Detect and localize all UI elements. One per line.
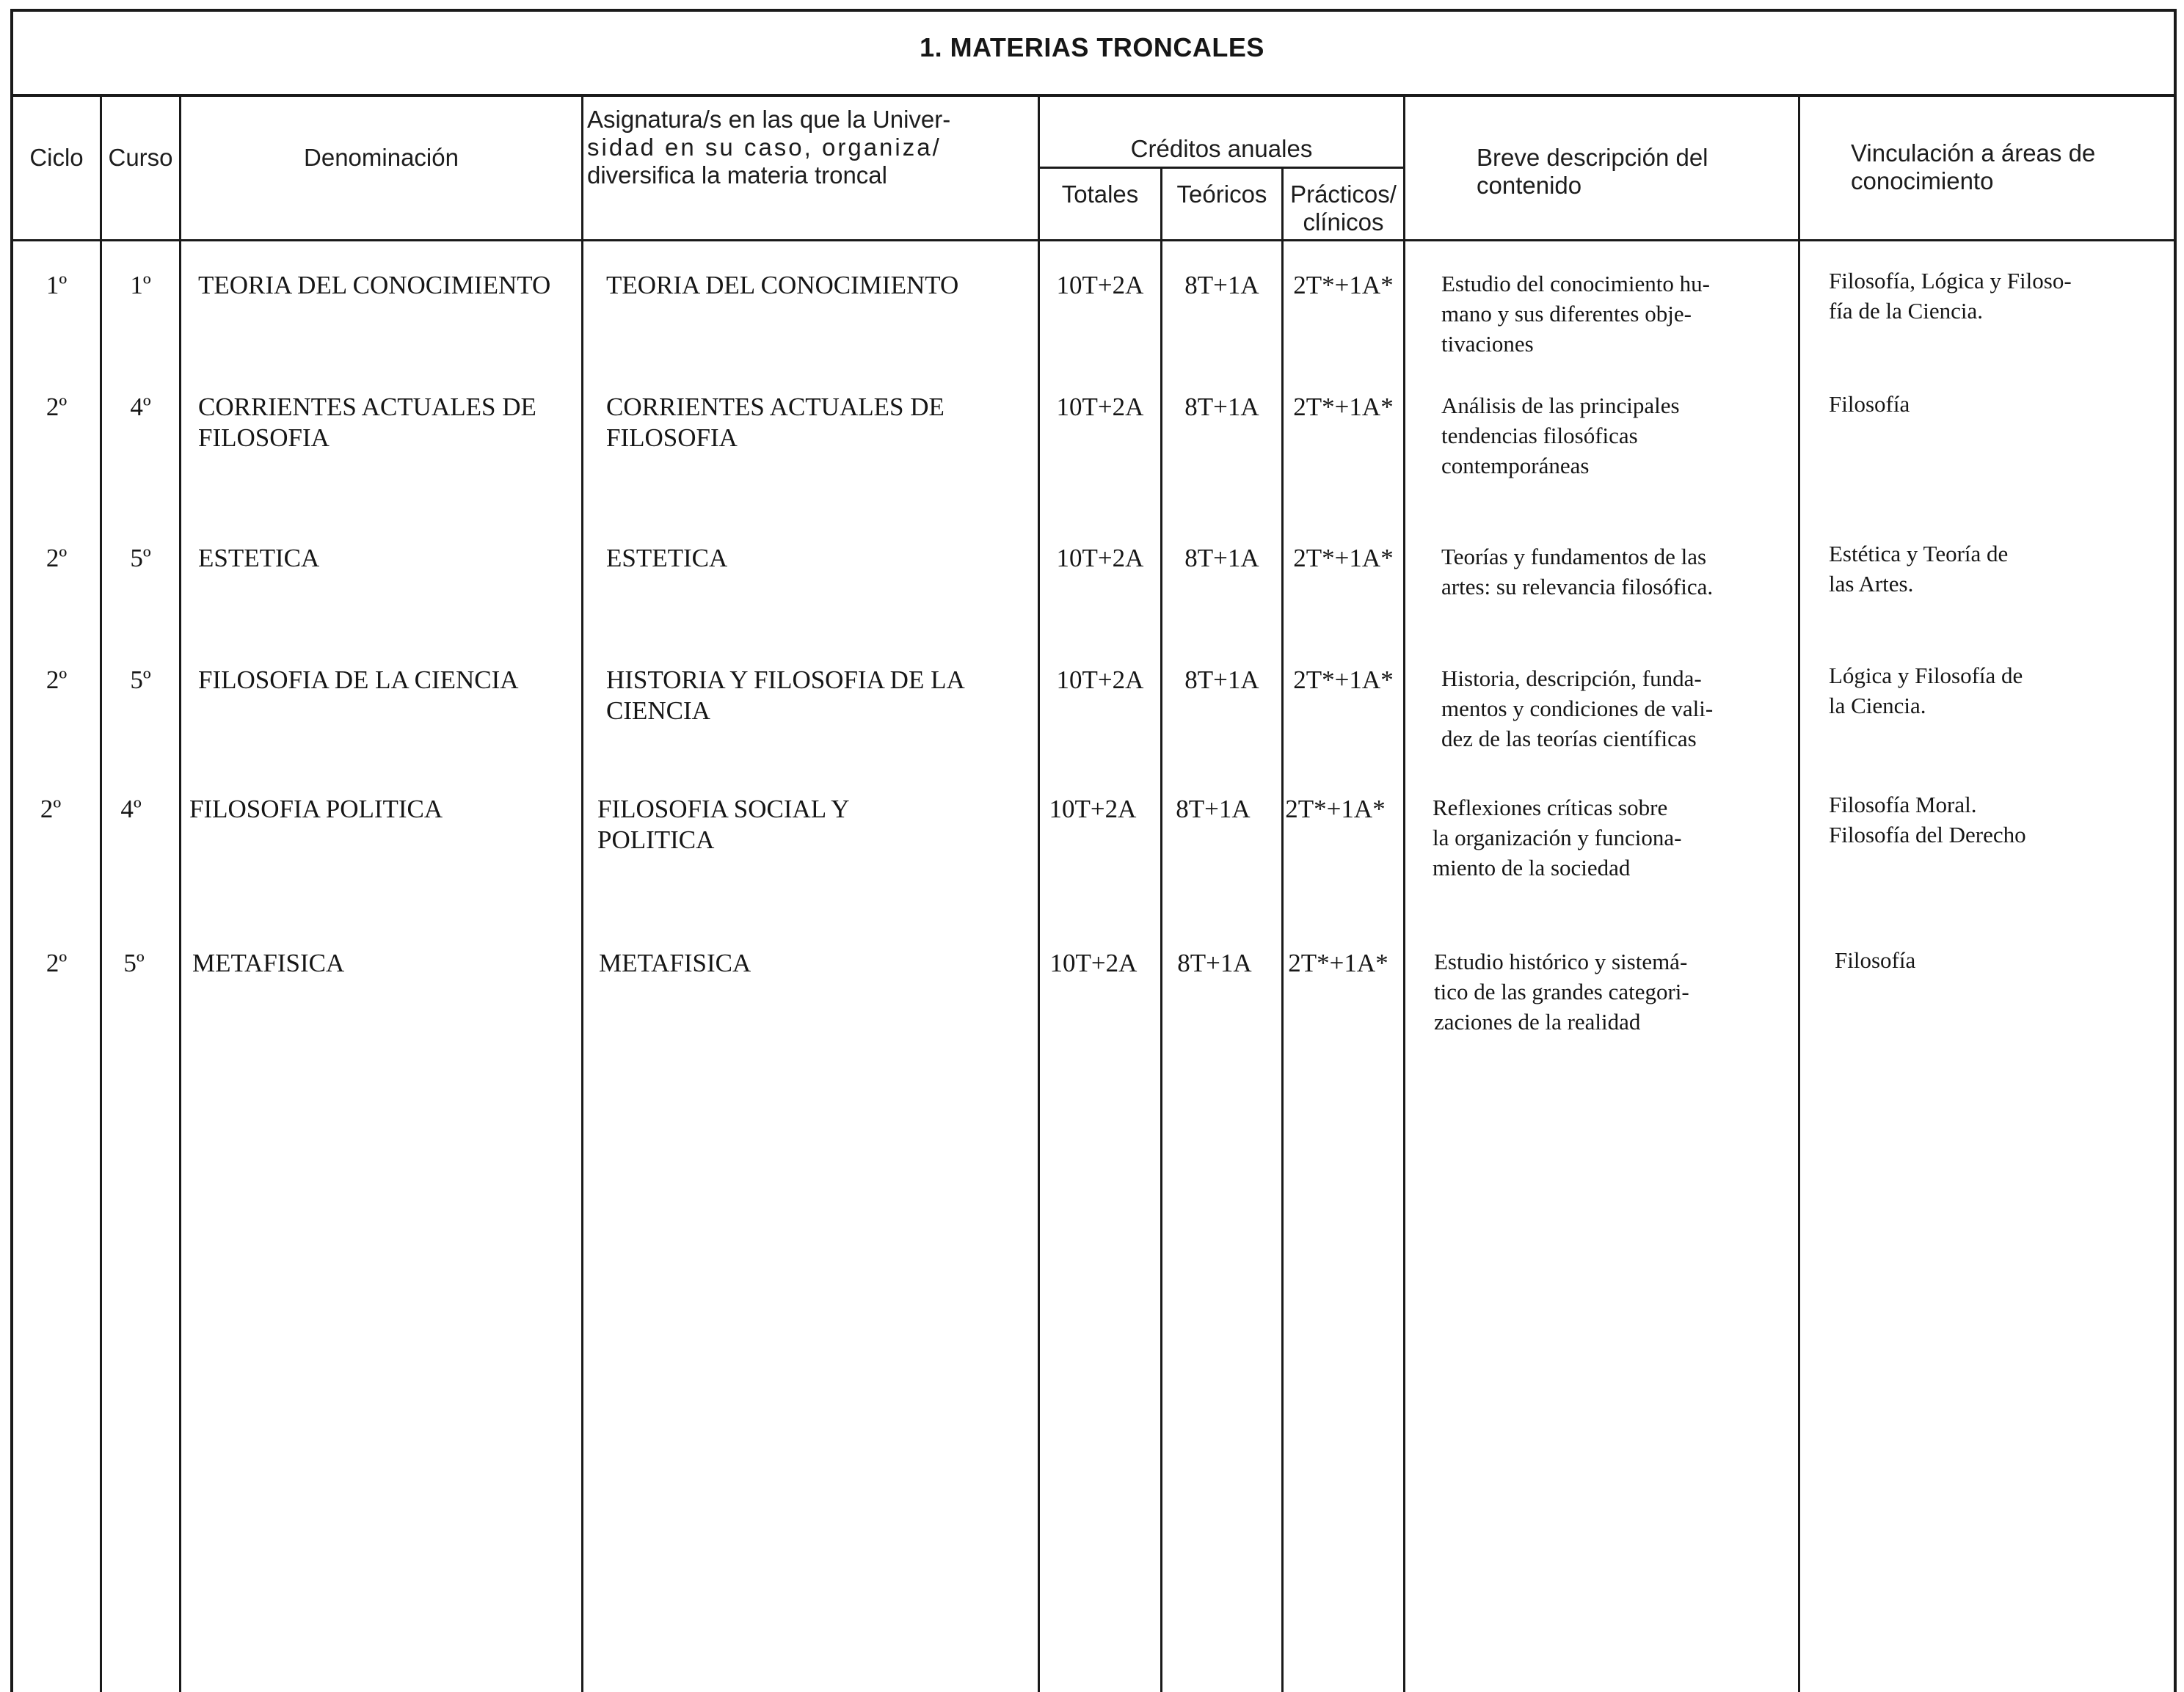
- cell-curso: 4º: [120, 795, 142, 823]
- cell-line: CORRIENTES ACTUALES DE: [606, 393, 944, 421]
- header-vinculacion: [1851, 139, 2166, 195]
- cell-line: tivaciones: [1441, 331, 1534, 357]
- cell-line: TEORIA DEL CONOCIMIENTO: [606, 271, 959, 299]
- cell-descripcion: [1441, 390, 1794, 481]
- cell-line: zaciones de la realidad: [1434, 1009, 1641, 1035]
- header-asignatura-line: diversifica la materia troncal: [587, 161, 887, 189]
- cell-ciclo: 2º: [46, 949, 68, 977]
- cell-vinculacion: [1835, 945, 2172, 975]
- cell-line: FILOSOFIA SOCIAL Y: [597, 795, 850, 823]
- title-divider: [10, 94, 2177, 97]
- cell-vinculacion: [1829, 266, 2166, 326]
- cell-denominacion: [189, 794, 571, 825]
- header-totales: Totales: [1061, 180, 1139, 208]
- header-vinculacion-line: Vinculación a áreas de: [1851, 139, 2096, 167]
- page-title: 1. MATERIAS TRONCALES: [920, 32, 1264, 62]
- header-descripcion: [1477, 144, 1792, 200]
- cell-line: Filosofía: [1829, 391, 1910, 417]
- cell-totales: 10T+2A: [1049, 949, 1138, 977]
- cell-descripcion: [1433, 792, 1785, 883]
- col-divider: [100, 95, 102, 1692]
- header-practicos: [1284, 180, 1403, 236]
- cell-ciclo: 1º: [46, 271, 68, 299]
- header-asignatura: [587, 106, 1032, 189]
- cell-vinculacion: [1829, 389, 2166, 419]
- header-curso: Curso: [108, 144, 173, 171]
- cell-line: FILOSOFIA DE LA CIENCIA: [198, 666, 519, 694]
- cell-curso: 4º: [130, 393, 151, 421]
- col-divider: [1798, 95, 1800, 1692]
- cell-practicos: 2T*+1A*: [1293, 393, 1394, 421]
- cell-vinculacion: [1829, 660, 2166, 721]
- cell-ciclo: 2º: [46, 544, 68, 572]
- cell-practicos: 2T*+1A*: [1293, 544, 1394, 572]
- cell-totales: 10T+2A: [1056, 271, 1144, 299]
- col-divider: [581, 95, 583, 1692]
- cell-line: Reflexiones críticas sobre: [1433, 795, 1668, 820]
- header-ciclo: Ciclo: [29, 144, 84, 171]
- cell-ciclo: 2º: [46, 666, 68, 694]
- cell-line: FILOSOFIA: [606, 423, 738, 452]
- cell-line: mentos y condiciones de vali-: [1441, 696, 1714, 721]
- header-descripcion-line: Breve descripción del: [1477, 144, 1708, 171]
- cell-teoricos: 8T+1A: [1184, 393, 1259, 421]
- cell-teoricos: 8T+1A: [1184, 666, 1259, 694]
- cell-line: CIENCIA: [606, 696, 710, 725]
- cell-practicos: 2T*+1A*: [1293, 666, 1394, 694]
- cell-line: TEORIA DEL CONOCIMIENTO: [198, 271, 551, 299]
- cell-teoricos: 8T+1A: [1176, 795, 1251, 823]
- cell-line: CORRIENTES ACTUALES DE: [198, 393, 536, 421]
- header-asignatura-line: Asignatura/s en las que la Univer-: [587, 106, 951, 133]
- cell-line: FILOSOFIA: [198, 423, 330, 452]
- cell-line: contemporáneas: [1441, 453, 1590, 478]
- header-creditos: Créditos anuales: [1130, 135, 1313, 162]
- cell-descripcion: [1441, 541, 1794, 602]
- cell-denominacion: [198, 543, 580, 574]
- header-vinculacion-line: conocimiento: [1851, 167, 1994, 194]
- cell-ciclo: 2º: [46, 393, 68, 421]
- cell-denominacion: [192, 948, 574, 979]
- cell-asignatura: [597, 794, 1023, 856]
- cell-line: miento de la sociedad: [1433, 855, 1631, 880]
- cell-line: Filosofía Moral.: [1829, 792, 1977, 817]
- cell-curso: 1º: [130, 271, 151, 299]
- cell-vinculacion: [1829, 790, 2166, 850]
- col-divider: [1403, 95, 1405, 1692]
- cell-practicos: 2T*+1A*: [1293, 271, 1394, 299]
- cell-totales: 10T+2A: [1049, 795, 1137, 823]
- cell-descripcion: [1441, 269, 1794, 359]
- table-frame: [10, 9, 2177, 1692]
- cell-practicos: 2T*+1A*: [1288, 949, 1388, 977]
- cell-teoricos: 8T+1A: [1177, 949, 1252, 977]
- col-divider: [1038, 95, 1040, 1692]
- cell-denominacion: [198, 392, 580, 453]
- cell-practicos: 2T*+1A*: [1285, 795, 1386, 823]
- cell-line: HISTORIA Y FILOSOFIA DE LA: [606, 666, 965, 694]
- cell-ciclo: 2º: [40, 795, 62, 823]
- cell-teoricos: 8T+1A: [1184, 544, 1259, 572]
- header-divider: [10, 239, 2177, 241]
- cell-denominacion: [198, 665, 580, 696]
- header-asignatura-line: sidad en su caso, organiza/: [587, 134, 942, 161]
- cell-descripcion: [1441, 663, 1794, 754]
- cell-line: Análisis de las principales: [1441, 393, 1680, 418]
- cell-descripcion: [1434, 947, 1786, 1037]
- cell-line: Historia, descripción, funda-: [1441, 666, 1702, 691]
- cell-line: METAFISICA: [599, 949, 751, 977]
- cell-line: tico de las grandes categori-: [1434, 979, 1689, 1004]
- cell-line: METAFISICA: [192, 949, 345, 977]
- cell-line: dez de las teorías científicas: [1441, 726, 1697, 751]
- cell-line: Estética y Teoría de: [1829, 541, 2009, 566]
- cell-line: ESTETICA: [606, 544, 728, 572]
- cell-line: tendencias filosóficas: [1441, 423, 1638, 448]
- cell-asignatura: [606, 392, 1032, 453]
- cell-line: la Ciencia.: [1829, 693, 1926, 718]
- header-practicos-line: Prácticos/: [1290, 180, 1397, 208]
- cell-line: artes: su relevancia filosófica.: [1441, 574, 1714, 599]
- cell-denominacion: [198, 270, 580, 301]
- cell-asignatura: [606, 665, 1032, 726]
- cell-vinculacion: [1829, 539, 2166, 599]
- header-teoricos: Teóricos: [1176, 180, 1267, 208]
- cell-asignatura: [599, 948, 1024, 979]
- cell-totales: 10T+2A: [1056, 544, 1144, 572]
- cell-line: Filosofía: [1835, 947, 1916, 973]
- header-denominacion: Denominación: [304, 144, 459, 171]
- cell-line: FILOSOFIA POLITICA: [189, 795, 443, 823]
- cell-asignatura: [606, 270, 1032, 301]
- cell-line: la organización y funciona-: [1433, 825, 1682, 850]
- cell-line: Teorías y fundamentos de las: [1441, 544, 1707, 569]
- cell-line: fía de la Ciencia.: [1829, 298, 1984, 324]
- header-practicos-line: clínicos: [1303, 208, 1384, 236]
- cell-curso: 5º: [123, 949, 145, 977]
- cell-line: POLITICA: [597, 825, 715, 854]
- cell-asignatura: [606, 543, 1032, 574]
- cell-line: las Artes.: [1829, 571, 1914, 597]
- cell-line: Lógica y Filosofía de: [1829, 663, 2023, 688]
- cell-curso: 5º: [130, 666, 151, 694]
- cell-line: Estudio del conocimiento hu-: [1441, 271, 1710, 296]
- header-descripcion-line: contenido: [1477, 172, 1582, 199]
- cell-line: Filosofía, Lógica y Filoso-: [1829, 268, 2072, 293]
- creditos-divider: [1038, 167, 1405, 169]
- cell-line: Estudio histórico y sistemá-: [1434, 949, 1688, 974]
- cell-line: ESTETICA: [198, 544, 320, 572]
- cell-line: mano y sus diferentes obje-: [1441, 301, 1692, 327]
- cell-curso: 5º: [130, 544, 151, 572]
- cell-line: Filosofía del Derecho: [1829, 822, 2026, 847]
- cell-teoricos: 8T+1A: [1184, 271, 1259, 299]
- col-divider: [179, 95, 181, 1692]
- cell-totales: 10T+2A: [1056, 393, 1144, 421]
- cell-totales: 10T+2A: [1056, 666, 1144, 694]
